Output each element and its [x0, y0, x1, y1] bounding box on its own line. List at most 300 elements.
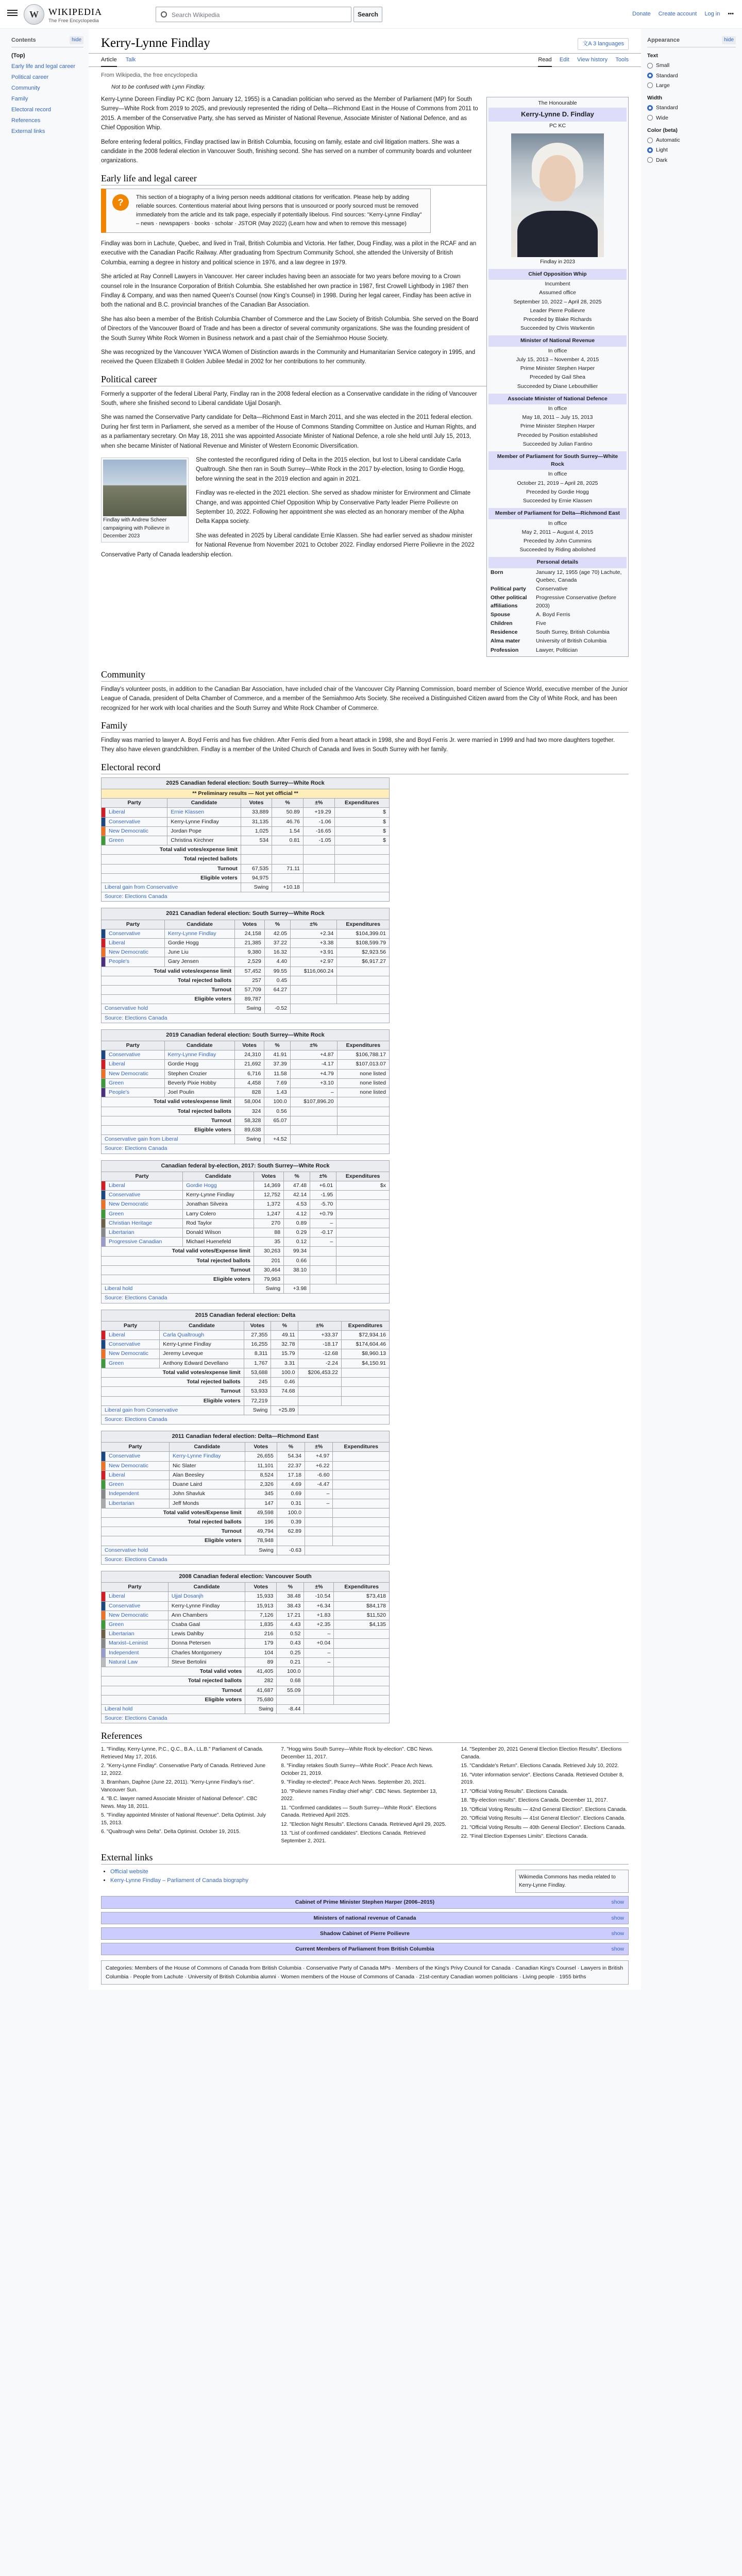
candidate-name[interactable]: Michael Huenefeld — [183, 1238, 254, 1247]
radio-button[interactable] — [647, 115, 653, 121]
candidate-name[interactable]: Steve Bertolini — [168, 1657, 245, 1667]
candidate-name[interactable]: Kerry-Lynne Findlay — [164, 1050, 234, 1060]
radio-button[interactable] — [647, 73, 653, 78]
login-link[interactable]: Log in — [704, 11, 720, 17]
table-cell: 4.69 — [277, 1480, 305, 1489]
header-row — [102, 1172, 390, 1181]
party-name[interactable]: Marxist–Leninist — [106, 1639, 168, 1648]
candidate-name[interactable]: Donna Petersen — [168, 1639, 245, 1648]
table-cell: 179 — [245, 1639, 277, 1648]
candidate-name[interactable]: Duane Laird — [169, 1480, 245, 1489]
candidate-name[interactable]: Jeremy Leveque — [160, 1349, 244, 1359]
swing-row — [102, 1284, 390, 1294]
reference-item[interactable]: 12. "Election Night Results". Elections Canada. Retrieved April 29, 2025. — [281, 1821, 446, 1827]
column-header: ±% — [305, 1443, 333, 1452]
table-cell — [272, 855, 303, 864]
totals-row — [102, 1275, 390, 1284]
table-cell: 31,135 — [241, 817, 272, 826]
table-cell: 79,963 — [254, 1275, 283, 1284]
table-cell: 42.05 — [264, 929, 290, 938]
swing-value: -8.44 — [277, 1704, 304, 1714]
table-cell: $ — [334, 808, 389, 817]
candidate-name[interactable]: Christina Kirchner — [167, 836, 241, 845]
office-detail: Succeeded by Diane Lebouthillier — [517, 383, 598, 389]
reference-item[interactable]: 6. "Qualtrough wins Delta". Delta Optimist. October 19, 2015. — [101, 1829, 241, 1835]
table-row — [102, 826, 390, 836]
reference-item[interactable]: 18. "By-election results". Elections Canada. December 11, 2017. — [461, 1798, 608, 1804]
table-cell: -6.60 — [305, 1470, 333, 1480]
party-name[interactable]: Green — [106, 1078, 165, 1088]
navbox-show-button[interactable]: show — [611, 1946, 624, 1953]
candidate-name[interactable]: Lewis Dahlby — [168, 1630, 245, 1639]
source-link[interactable]: Source: Elections Canada — [102, 892, 390, 902]
reference-item[interactable]: 10. "Poilievre names Findlay chief whip". CBC News. September 13, 2022. — [281, 1788, 437, 1802]
party-color-swatch — [102, 1078, 106, 1088]
party-name[interactable]: Independent — [106, 1648, 168, 1657]
table-cell: 41,687 — [245, 1686, 277, 1695]
infobox-value: A. Boyd Ferris — [536, 611, 570, 618]
toc-item[interactable]: Family — [11, 96, 28, 103]
reference-item[interactable]: 5. "Findlay appointed Minister of National Revenue". Delta Optimist. July 15, 2013. — [101, 1812, 266, 1826]
citation-needed-banner — [101, 189, 431, 233]
table-row — [102, 1238, 390, 1247]
navbox-title-text[interactable]: Shadow Cabinet of Pierre Poilievre — [320, 1930, 410, 1937]
table-cell: 89,787 — [235, 995, 265, 1004]
header-bar — [0, 0, 742, 29]
navbox-show-button[interactable]: show — [611, 1930, 624, 1937]
candidate-name[interactable]: Anthony Edward Devellano — [160, 1359, 244, 1368]
party-name[interactable]: Natural Law — [106, 1657, 168, 1667]
swing-result[interactable]: Conservative gain from Liberal — [102, 1135, 235, 1144]
thumbnail-caption: Findlay with Andrew Scheer campaigning with Poilievre in December 2023 — [103, 517, 170, 539]
radio-option[interactable] — [647, 114, 736, 122]
infobox-key: Spouse — [491, 611, 510, 618]
table-cell: 21,385 — [235, 938, 265, 947]
table-cell — [337, 1107, 389, 1116]
table-cell — [334, 1695, 390, 1704]
party-color-swatch — [102, 1592, 106, 1601]
source-link[interactable]: Source: Elections Canada — [102, 1555, 390, 1564]
table-cell: 94,975 — [241, 873, 272, 883]
candidate-name[interactable]: Alan Beesley — [169, 1470, 245, 1480]
candidate-name[interactable]: Stephen Crozier — [164, 1069, 234, 1078]
swing-result[interactable]: Liberal hold — [102, 1704, 245, 1714]
appearance-hide-button[interactable]: hide — [722, 36, 736, 44]
portrait-photo[interactable] — [511, 133, 604, 257]
category-links[interactable]: Categories: Members of the House of Commons of Canada from British Columbia · Conservative Party of Canada MPs · Members of the King's Privy Council for Canada · Canadian King's Counsel · Lawyers in British Columbia · People from Lachute · University of British Columbia alumni · Women members of the House of Commons of Canada · 21st-century Canadian women politicians · Living people · 1955 births — [101, 1960, 629, 1985]
party-name[interactable]: People's — [106, 1088, 165, 1097]
navbox — [101, 1912, 629, 1924]
candidate-name[interactable]: Kerry-Lynne Findlay — [165, 929, 235, 938]
table-cell: 216 — [245, 1630, 277, 1639]
section-paragraph: She has also been a member of the British Columbia Chamber of Commerce and the Law Society of British Columbia. She served on the Board of Directors of the Vancouver Board of Trade and has been a director of several community organizations. She was the founding president of the South Surrey White Rock Women in Business network and a past chair of the Semiahmoo House Society. — [101, 316, 478, 342]
reference-item[interactable]: 3. Bramham, Daphne (June 22, 2011). "Kerry-Lynne Findlay's rise". Vancouver Sun. — [101, 1780, 255, 1793]
navbox-title-text[interactable]: Current Members of Parliament from British Columbia — [295, 1946, 434, 1953]
table-cell — [336, 1209, 390, 1218]
party-name[interactable]: Liberal — [106, 1060, 165, 1069]
party-name[interactable]: New Democratic — [106, 1461, 170, 1470]
tab-view-history[interactable]: View history — [577, 57, 608, 63]
wikipedia-wordmark[interactable]: WIKIPEDIA — [48, 7, 102, 17]
totals-label: Eligible voters — [102, 1695, 245, 1704]
party-name[interactable]: Green — [106, 1620, 168, 1629]
navbox-show-button[interactable]: show — [611, 1914, 624, 1921]
radio-button[interactable] — [647, 147, 653, 153]
party-name[interactable]: New Democratic — [106, 948, 165, 957]
candidate-name[interactable]: Larry Colero — [183, 1209, 254, 1218]
table-cell: 65.07 — [264, 1116, 290, 1125]
toc-item[interactable]: Early life and legal career — [11, 63, 76, 70]
candidate-name[interactable]: Charles Montgomery — [168, 1648, 245, 1657]
party-color-swatch — [102, 1340, 106, 1349]
infobox-row — [488, 637, 627, 646]
radio-option[interactable] — [647, 136, 736, 144]
swing-result[interactable]: Conservative hold — [102, 1004, 235, 1013]
totals-label: Eligible voters — [102, 1125, 235, 1134]
candidate-name[interactable]: Joel Poulin — [164, 1088, 234, 1097]
party-name[interactable]: Conservative — [106, 1191, 183, 1200]
party-name[interactable]: Liberal — [106, 938, 165, 947]
office-detail: Assumed office — [539, 290, 576, 296]
wikipedia-globe-logo[interactable]: W — [24, 4, 44, 25]
office-detail: Leader Pierre Poilievre — [530, 307, 585, 314]
table-cell — [264, 995, 290, 1004]
toc-item[interactable]: (Top) — [11, 53, 25, 59]
column-header: Party — [102, 1321, 160, 1330]
party-name[interactable]: Conservative — [106, 1050, 165, 1060]
table-cell — [337, 1116, 389, 1125]
party-name[interactable]: Liberal — [106, 1181, 183, 1190]
totals-label: Turnout — [102, 1116, 235, 1125]
radio-button[interactable] — [647, 138, 653, 143]
party-name[interactable]: Liberal — [106, 808, 167, 817]
create-account-link[interactable]: Create account — [658, 11, 697, 17]
totals-label: Turnout — [102, 1265, 254, 1275]
navbox — [101, 1927, 629, 1940]
table-of-contents — [0, 29, 89, 137]
reference-item[interactable]: 13. "List of confirmed candidates". Elections Canada. Retrieved September 2, 2021. — [281, 1831, 426, 1844]
page-tabs — [89, 54, 641, 67]
candidate-name[interactable]: Donald Wilson — [183, 1228, 254, 1237]
column-header: Candidate — [168, 1583, 245, 1592]
candidate-name[interactable]: Gordie Hogg — [183, 1181, 254, 1190]
candidate-name[interactable]: Gordie Hogg — [165, 938, 235, 947]
candidate-name[interactable]: Csaba Gaal — [168, 1620, 245, 1629]
table-cell: -12.68 — [298, 1349, 342, 1359]
search-button[interactable]: Search — [353, 7, 382, 22]
table-cell: 78,948 — [245, 1536, 277, 1546]
table-cell — [337, 995, 390, 1004]
radio-button[interactable] — [647, 63, 653, 69]
party-name[interactable]: Green — [106, 1209, 183, 1218]
candidate-name[interactable]: Gary Jensen — [165, 957, 235, 967]
party-name[interactable]: New Democratic — [106, 826, 167, 836]
party-name[interactable]: Progressive Canadian — [106, 1238, 183, 1247]
reference-item[interactable]: 11. "Confirmed candidates — South Surrey—White Rock". Elections Canada. Retrieved April 2025. — [281, 1805, 436, 1819]
swing-result[interactable]: Liberal hold — [102, 1284, 254, 1294]
totals-row — [102, 976, 390, 985]
office-detail: Preceded by Gail Shea — [530, 374, 585, 381]
party-name[interactable]: Green — [106, 1480, 170, 1489]
table-cell — [305, 1508, 333, 1517]
candidate-name[interactable]: Rod Taylor — [183, 1218, 254, 1228]
party-name[interactable]: Libertarian — [106, 1499, 170, 1508]
election-table — [101, 777, 390, 902]
table-cell: $84,178 — [334, 1601, 390, 1611]
party-name[interactable]: Liberal — [106, 1470, 170, 1480]
photo-caption: Findlay in 2023 — [540, 259, 575, 265]
radio-option[interactable] — [647, 156, 736, 164]
table-cell: $6,917.27 — [337, 957, 390, 967]
party-color-swatch — [102, 1050, 106, 1060]
table-cell — [337, 986, 390, 995]
reference-item[interactable]: 17. "Official Voting Results". Elections Canada. — [461, 1788, 568, 1794]
reference-item[interactable]: 20. "Official Voting Results — 41st General Election". Elections Canada. — [461, 1816, 626, 1822]
infobox-key: Residence — [491, 629, 518, 636]
party-color-swatch — [102, 948, 106, 957]
candidate-name[interactable]: Kerry-Lynne Findlay — [169, 1452, 245, 1461]
table-cell: $107,013.07 — [337, 1060, 389, 1069]
source-link[interactable]: Source: Elections Canada — [102, 1013, 390, 1023]
totals-label: Total rejected ballots — [102, 976, 235, 985]
table-cell — [334, 1667, 390, 1676]
column-header: Votes — [241, 799, 272, 808]
table-row — [102, 1228, 390, 1237]
party-name[interactable]: Christian Heritage — [106, 1218, 183, 1228]
banner-text: This section of a biography of a living person needs additional citations for verification. Please help by adding reliable sources. Contentious material about living persons that is unsourced or poorly sourced must be removed immediately from the article and its talk page, especially if potentially libelous. Find sources: "Kerry-Lynne Findlay" – news · newspapers · books · scholar · JSTOR (May 2022) (Learn how and when to remove this message) — [136, 194, 422, 227]
tab-tools[interactable]: Tools — [615, 57, 629, 63]
radio-label: Large — [656, 82, 670, 89]
candidate-name[interactable]: June Liu — [165, 948, 235, 957]
table-cell — [333, 1536, 390, 1546]
table-cell — [290, 1135, 389, 1144]
tab-edit[interactable]: Edit — [559, 57, 569, 63]
navbox-title-text[interactable]: Cabinet of Prime Minister Stephen Harper (2006–2015) — [295, 1899, 435, 1906]
table-cell: $107,896.20 — [290, 1097, 337, 1107]
reference-item[interactable]: 2. "Kerry-Lynne Findlay". Conservative Party of Canada. Retrieved June 12, 2022. — [101, 1763, 266, 1776]
campaign-thumbnail[interactable] — [101, 457, 189, 543]
table-cell: 57,709 — [235, 986, 265, 995]
more-options-icon[interactable]: ••• — [728, 11, 734, 17]
infobox-key: Other political affiliations — [491, 595, 527, 609]
party-color-swatch — [102, 1228, 106, 1237]
radio-option[interactable] — [647, 61, 736, 70]
reference-item[interactable]: 14. "September 20, 2021 General Election Election Results". Elections Canada. — [461, 1747, 622, 1760]
party-name[interactable]: Conservative — [106, 1452, 170, 1461]
infobox-row — [488, 628, 627, 637]
reference-item[interactable]: 7. "Hogg wins South Surrey—White Rock by-election". CBC News. December 11, 2017. — [281, 1747, 433, 1760]
column-header: Party — [102, 799, 167, 808]
radio-button[interactable] — [647, 105, 653, 111]
table-cell — [336, 1256, 390, 1265]
candidate-name[interactable]: Kerry-Lynne Findlay — [168, 1601, 245, 1611]
party-name[interactable]: Independent — [106, 1489, 170, 1499]
table-cell: none listed — [337, 1069, 389, 1078]
toc-item[interactable]: References — [11, 117, 41, 124]
candidate-name[interactable]: Gordie Hogg — [164, 1060, 234, 1069]
table-cell: 1,247 — [254, 1209, 283, 1218]
table-cell: 72,219 — [244, 1396, 271, 1405]
table-cell: 30,263 — [254, 1247, 283, 1256]
party-name[interactable]: Libertarian — [106, 1228, 183, 1237]
table-cell: 33,889 — [241, 808, 272, 817]
party-name[interactable]: Libertarian — [106, 1630, 168, 1639]
swing-label: Swing — [235, 1004, 265, 1013]
party-name[interactable]: New Democratic — [106, 1611, 168, 1620]
reference-item[interactable]: 16. "Voter information service". Elections Canada. Retrieved October 8, 2019. — [461, 1772, 624, 1786]
radio-label: Small — [656, 62, 670, 69]
candidate-name[interactable]: Nic Slater — [169, 1461, 245, 1470]
navbox-title-text[interactable]: Ministers of national revenue of Canada — [313, 1914, 416, 1921]
reference-item[interactable]: 1. "Findlay, Kerry-Lynne, P.C., Q.C., B.A., LL.B." Parliament of Canada. Retrieved May 17, 2016. — [101, 1747, 263, 1760]
toc-item[interactable]: External links — [11, 128, 45, 135]
source-row — [102, 1555, 390, 1564]
column-header: Party — [102, 1443, 170, 1452]
campaign-photo[interactable] — [103, 460, 187, 516]
reference-item[interactable]: 9. "Findlay re-elected". Peace Arch News. September 20, 2021. — [281, 1780, 426, 1786]
candidate-name[interactable]: Kerry-Lynne Findlay — [183, 1191, 254, 1200]
external-link-parliament[interactable]: Kerry-Lynne Findlay – Parliament of Canada biography — [110, 1877, 249, 1884]
table-cell — [334, 1639, 390, 1648]
reference-item[interactable]: 8. "Findlay retakes South Surrey—White Rock". Peace Arch News. October 21, 2019. — [281, 1763, 433, 1776]
candidate-name[interactable]: Carla Qualtrough — [160, 1330, 244, 1340]
reference-item[interactable]: 4. "B.C. lawyer named Associate Minister of National Defence". CBC News. May 18, 2011. — [101, 1796, 258, 1809]
swing-result[interactable]: Liberal gain from Conservative — [102, 883, 241, 892]
radio-button[interactable] — [647, 157, 653, 163]
radio-label: Standard — [656, 105, 678, 111]
candidate-name[interactable]: Jordan Pope — [167, 826, 241, 836]
radio-option[interactable] — [647, 81, 736, 90]
party-name[interactable]: People's — [106, 957, 165, 967]
table-cell — [310, 1275, 336, 1284]
lead-paragraph: Before entering federal politics, Findlay practised law in British Columbia, focusing on family, estate and civil litigation matters. She was a candidate in the 2008 federal election in Vancouver South, finishing second. She has served on a number of community boards and volunteer organizations. — [101, 139, 472, 164]
source-link[interactable]: Source: Elections Canada — [102, 1714, 390, 1723]
table-cell — [333, 1489, 390, 1499]
totals-row — [102, 1676, 390, 1686]
table-cell — [336, 1238, 390, 1247]
table-cell: 24,158 — [235, 929, 265, 938]
candidate-name[interactable]: Jeff Monds — [169, 1499, 245, 1508]
source-link[interactable]: Source: Elections Canada — [102, 1415, 390, 1424]
party-name[interactable]: Liberal — [106, 1592, 168, 1601]
swing-value: +4.52 — [264, 1135, 290, 1144]
party-name[interactable]: Conservative — [106, 1340, 160, 1349]
toc-item[interactable]: Electoral record — [11, 107, 52, 113]
reference-item[interactable]: 15. "Candidate's Return". Elections Canada. Retrieved July 10, 2022. — [461, 1763, 619, 1769]
swing-value: -0.52 — [264, 1004, 290, 1013]
source-link[interactable]: Source: Elections Canada — [102, 1144, 390, 1154]
tab-article[interactable]: Article — [101, 54, 117, 67]
candidate-name[interactable]: Kerry-Lynne Findlay — [167, 817, 241, 826]
navbox-show-button[interactable]: show — [611, 1899, 624, 1906]
candidate-name[interactable]: Ernie Klassen — [167, 808, 241, 817]
candidate-name[interactable]: John Shavluk — [169, 1489, 245, 1499]
party-name[interactable]: Liberal — [106, 1330, 160, 1340]
donate-link[interactable]: Donate — [632, 11, 651, 17]
candidate-name[interactable]: Kerry-Lynne Findlay — [160, 1340, 244, 1349]
color-label: Color (beta) — [647, 127, 678, 133]
candidate-name[interactable]: Ann Chambers — [168, 1611, 245, 1620]
table-cell: 71.11 — [272, 864, 303, 873]
reference-item[interactable]: 21. "Official Voting Results — 40th General Election". Elections Canada. — [461, 1824, 626, 1831]
table-cell: +6.22 — [305, 1461, 333, 1470]
table-cell — [271, 1396, 298, 1405]
language-button[interactable]: 文A 3 languages — [578, 38, 629, 50]
party-color-swatch — [102, 817, 106, 826]
candidate-name[interactable]: Jonathan Silveira — [183, 1200, 254, 1209]
swing-label: Swing — [244, 1405, 271, 1415]
header-row — [102, 1041, 390, 1050]
source-link[interactable]: Source: Elections Canada — [102, 1294, 390, 1303]
toc-item[interactable]: Community — [11, 85, 40, 92]
search-input[interactable] — [156, 7, 351, 22]
radio-button[interactable] — [647, 82, 653, 88]
swing-value: +25.89 — [271, 1405, 298, 1415]
table-cell — [303, 873, 334, 883]
table-cell — [333, 1452, 390, 1461]
tab-talk[interactable]: Talk — [125, 57, 136, 63]
external-link-official[interactable]: Official website — [110, 1869, 148, 1875]
swing-result[interactable]: Conservative hold — [102, 1546, 245, 1555]
party-name[interactable]: New Democratic — [106, 1069, 165, 1078]
table-cell — [305, 1517, 333, 1527]
party-name[interactable]: New Democratic — [106, 1200, 183, 1209]
table-cell: 32.78 — [271, 1340, 298, 1349]
tab-read[interactable]: Read — [538, 54, 551, 67]
totals-row — [102, 1107, 390, 1116]
candidate-name[interactable]: Beverly Pixie Hobby — [164, 1078, 234, 1088]
reference-item[interactable]: 22. "Final Election Expenses Limits". Elections Canada. — [461, 1834, 588, 1840]
office-header: Minister of National Revenue — [488, 335, 627, 346]
table-row — [102, 1461, 390, 1470]
party-name[interactable]: Conservative — [106, 817, 167, 826]
party-name[interactable]: Green — [106, 836, 167, 845]
table-cell: $ — [334, 836, 389, 845]
office-detail: Succeeded by Riding abolished — [519, 547, 596, 553]
table-cell: 99.34 — [284, 1247, 310, 1256]
candidate-name[interactable]: Ujjal Dosanjh — [168, 1592, 245, 1601]
party-color-swatch — [102, 1191, 106, 1200]
radio-option[interactable] — [647, 72, 736, 80]
swing-result[interactable]: Liberal gain from Conservative — [102, 1405, 244, 1415]
office-detail: Preceded by Position established — [517, 432, 598, 438]
commons-box[interactable] — [515, 1870, 629, 1893]
reference-list — [101, 1746, 629, 1845]
party-name[interactable]: Conservative — [106, 929, 165, 938]
main-menu-icon[interactable] — [7, 8, 18, 19]
infobox-row — [488, 585, 627, 594]
swing-label: Swing — [245, 1704, 277, 1714]
party-name[interactable]: Conservative — [106, 1601, 168, 1611]
section-paragraph: She articled at Ray Connell Lawyers in Vancouver. Her career includes having been an associate for two years before moving to a Crown counsel role in the Insurance Corporation of British Columbia. She established her own practice in 1987, first Crowell Lightbody in 1987 then Findlay & Company, and was then named Queen's Counsel (now King's Counsel) in 1998. During her legal career, Findlay has been active in both the national and B.C. provincial branches of the Canadian Bar Association. — [101, 274, 471, 309]
reference-item[interactable]: 19. "Official Voting Results — 42nd General Election". Elections Canada. — [461, 1806, 627, 1812]
toc-item[interactable]: Political career — [11, 74, 49, 81]
party-name[interactable]: Green — [106, 1359, 160, 1368]
navbox — [101, 1943, 629, 1955]
table-cell — [291, 976, 337, 985]
radio-option[interactable] — [647, 146, 736, 154]
party-name[interactable]: New Democratic — [106, 1349, 160, 1359]
table-cell: 11.58 — [264, 1069, 290, 1078]
radio-option[interactable] — [647, 104, 736, 112]
totals-row — [102, 1508, 390, 1517]
column-header: Votes — [254, 1172, 283, 1181]
totals-label: Turnout — [102, 986, 235, 995]
table-cell: 245 — [244, 1378, 271, 1387]
table-cell — [334, 1686, 390, 1695]
infobox-row — [488, 619, 627, 628]
toc-hide-button[interactable]: hide — [70, 36, 83, 44]
